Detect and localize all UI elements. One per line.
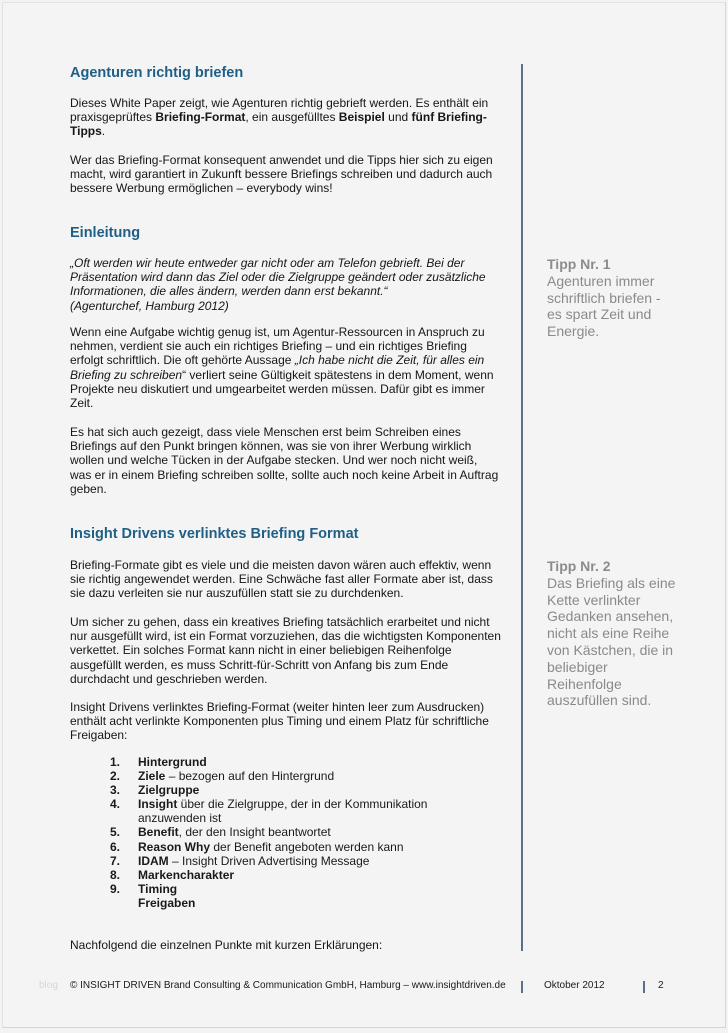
bold-text: Briefing-Format [155, 110, 246, 125]
text-run: , ein ausgefülltes [245, 110, 339, 125]
text-run: und [384, 110, 412, 125]
tip-text: Das Briefing als eine Kette verlinkter Gedanken ansehen, nicht als eine Reihe von Kästchen, die in beliebiger Reihenfolge auszufüllen sind. [547, 574, 676, 709]
list-number: 8. [110, 867, 121, 882]
list-item [110, 797, 470, 825]
tip-title: Tipp Nr. 2 [547, 558, 611, 574]
list-term: Freigaben [138, 895, 196, 910]
format-paragraph-2: Um sicher zu gehen, dass ein kreatives Briefing tatsächlich erarbeitet und nicht nur ausgefüllt wird, ist ein Format vorzuziehen, das die wichtigsten Komponenten verkettet. Ein solches Format kann nicht in einer beliebigen Reihenfolge ausgefüllt werden, es muss Schritt-für-Schritt von Anfang bis zum Ende durchdacht und geschrieben werden. [70, 615, 501, 686]
list-item [110, 882, 470, 896]
list-description: über die Zielgruppe, der in der Kommunikation anzuwenden ist [138, 797, 428, 826]
text-run: . [101, 124, 106, 139]
list-term: Reason Why [138, 839, 211, 854]
bold-text: fünf Briefing-Tipps [70, 110, 487, 139]
heading-einleitung: Einleitung [70, 225, 141, 241]
footer-date: Oktober 2012 [544, 980, 605, 991]
list-term: Zielgruppe [138, 783, 200, 798]
list-description: der Benefit angeboten werden kann [210, 839, 404, 854]
italic-text: „Ich habe nicht die Zeit, für alles ein Briefing zu schreiben [70, 353, 485, 382]
list-term: Benefit [138, 825, 179, 840]
list-item [110, 783, 470, 797]
list-number: 1. [110, 755, 121, 769]
text-run: Wenn eine Aufgabe wichtig genug ist, um Agentur-Ressourcen in Anspruch zu nehmen, verdient sie auch ein richtiges Briefing – und ein richtiges Briefing erfolgt schriftlich. Die oft gehörte Aussage [70, 325, 485, 368]
list-number: 6. [110, 839, 121, 854]
column-divider [521, 64, 523, 951]
list-number: 9. [110, 881, 121, 896]
list-number: 2. [110, 769, 121, 784]
tip-box-1 [547, 256, 677, 340]
bold-text: Beispiel [338, 110, 385, 125]
format-paragraph-3: Insight Drivens verlinktes Briefing-Format (weiter hinten leer zum Ausdrucken) enthält acht verlinkte Komponenten plus Timing und einem Platz für schriftliche Freigaben: [70, 700, 489, 743]
quote-source: (Agenturchef, Hamburg 2012) [70, 298, 229, 313]
list-term: Markencharakter [138, 867, 235, 882]
list-number: 3. [110, 783, 121, 798]
list-item [110, 755, 470, 769]
list-number: 5. [110, 825, 121, 840]
list-term: IDAM [138, 853, 169, 868]
list-description: – Insight Driven Advertising Message [168, 853, 370, 868]
list-description: , der den Insight beantwortet [178, 825, 331, 840]
einleitung-paragraph-2: Es hat sich auch gezeigt, dass viele Menschen erst beim Schreiben eines Briefings auf den Punkt bringen können, was sie von ihrer Werbung wirklich wollen und welche Tücken in der Aufgabe stecken. Und wer noch nicht weiß, was er in einem Briefing schreiben sollte, sollte auch noch keine Arbeit in Auftrag geben. [70, 425, 499, 496]
closing-line: Nachfolgend die einzelnen Punkte mit kurzen Erklärungen: [70, 938, 383, 952]
intro-paragraph [70, 96, 502, 139]
document-page [2, 2, 726, 1028]
list-item [110, 896, 470, 910]
tip-text: Agenturen immer schriftlich briefen - es spart Zeit und Energie. [547, 272, 661, 340]
list-description: – bezogen auf den Hintergrund [165, 769, 335, 784]
list-number: 7. [110, 853, 121, 868]
list-item [110, 840, 470, 854]
heading-agenturen-richtig-briefen: Agenturen richtig briefen [70, 65, 244, 81]
list-term: Hintergrund [138, 755, 207, 769]
footer-separator [521, 981, 523, 993]
text-run: “ verliert seine Gültigkeit spätestens in dem Moment, wenn Projekte neu diskutiert und umgearbeitet werden müssen. Dafür gibt es immer Zeit. [70, 367, 494, 411]
format-paragraph-1: Briefing-Formate gibt es viele und die meisten davon wären auch effektiv, wenn sie richtig angewendet werden. Eine Schwäche fast aller Formate aber ist, dass sie dazu verleiten sie nur auszufüllen statt sie zu durchdenken. [70, 558, 493, 601]
list-term: Ziele [138, 769, 166, 784]
list-term: Insight [138, 797, 178, 812]
watermark: blog [39, 980, 58, 991]
list-number: 4. [110, 797, 121, 812]
page-footer [3, 980, 727, 996]
footer-separator [643, 981, 645, 993]
list-item [110, 854, 470, 868]
page-number: 2 [658, 980, 664, 991]
tip-title: Tipp Nr. 1 [547, 256, 611, 272]
quote [70, 256, 502, 313]
einleitung-paragraph-1 [70, 325, 502, 410]
list-item [110, 769, 470, 783]
heading-briefing-format: Insight Drivens verlinktes Briefing Format [70, 526, 359, 542]
quote-text: „Oft werden wir heute entweder gar nicht oder am Telefon gebrieft. Bei der Präsentation wird dann das Ziel oder die Zielgruppe geändert oder zusätzliche Informationen, die alles ändern, werden dann erst bekannt.“ [70, 256, 486, 299]
intro-paragraph-2: Wer das Briefing-Format konsequent anwendet und die Tipps hier sich zu eigen macht, wird garantiert in Zukunft bessere Briefings schreiben und dadurch auch bessere Werbung ermöglichen – everybody wins! [70, 153, 493, 196]
footer-copyright: © INSIGHT DRIVEN Brand Consulting & Communication GmbH, Hamburg – www.insightdriven.de [70, 980, 506, 991]
list-item [110, 825, 470, 839]
tip-box-2 [547, 558, 677, 709]
components-list [110, 755, 470, 910]
list-term: Timing [138, 881, 178, 896]
text-run: Dieses White Paper zeigt, wie Agenturen richtig gebrieft werden. Es enthält ein praxisgeprüftes [70, 96, 489, 125]
list-item [110, 868, 470, 882]
